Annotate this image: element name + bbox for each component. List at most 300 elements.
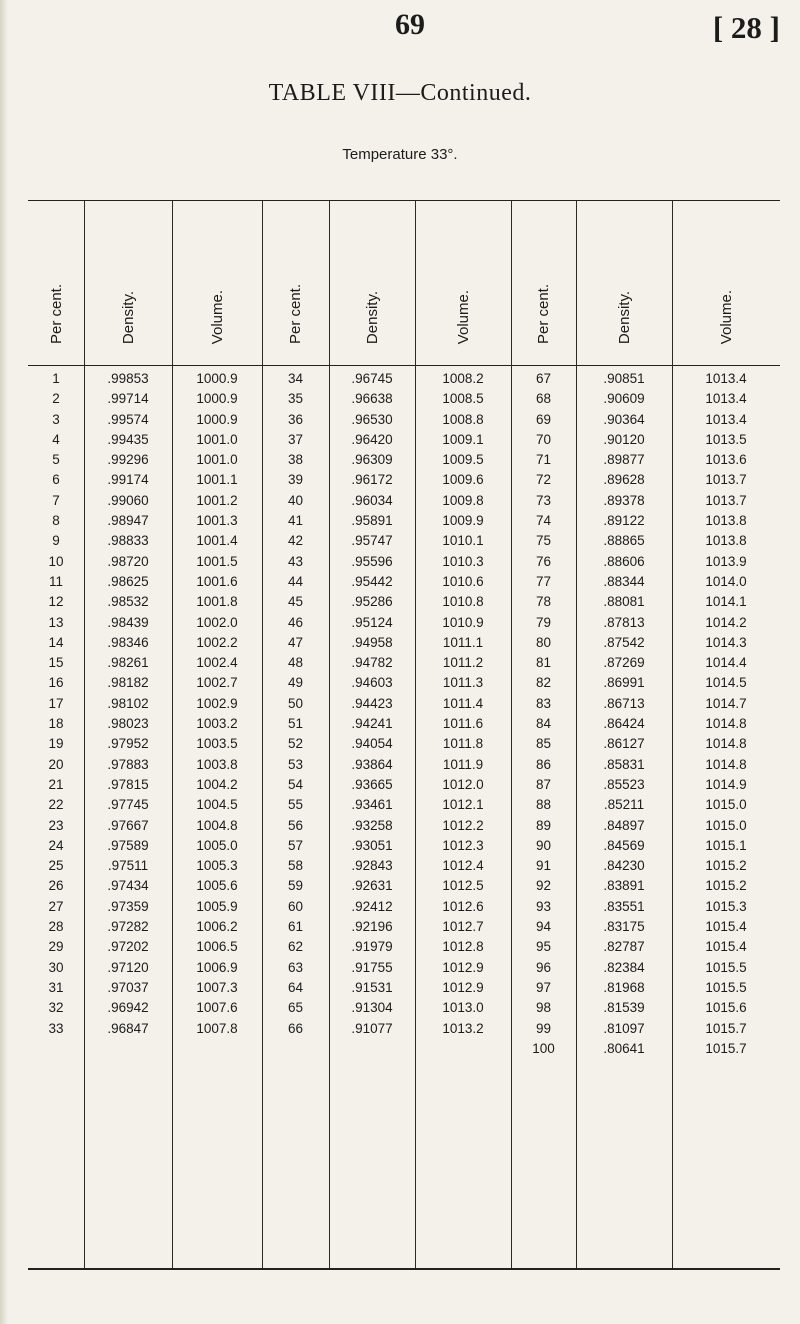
table-cell: .97667: [107, 817, 149, 833]
table-cell: 93: [535, 898, 552, 914]
table-cell: .92631: [351, 878, 393, 894]
table-cell: .99714: [107, 391, 149, 407]
header-cell: [28, 202, 84, 362]
table-cell: 1014.9: [705, 776, 747, 792]
table-cell: 1013.2: [442, 1020, 484, 1036]
table-cell: .95891: [351, 513, 393, 529]
header-cell: [84, 202, 172, 362]
header-label: Volume.: [717, 289, 735, 344]
table-cell: 72: [535, 472, 552, 488]
header-label: Volume.: [454, 289, 472, 344]
table-cell: 1008.2: [442, 371, 484, 386]
table-row: [28, 836, 780, 856]
table-cell: 1013.4: [705, 391, 747, 407]
table-cell: [172, 1039, 262, 1059]
table-cell: 34: [287, 371, 304, 386]
table-cell: .92412: [351, 898, 393, 914]
table-cell: 1012.6: [442, 898, 484, 914]
table-cell: 5: [52, 452, 60, 468]
table-cell: 1012.4: [442, 858, 484, 874]
table-row: [28, 673, 780, 693]
table-cell: 1012.5: [442, 878, 484, 894]
table-cell: 1001.5: [196, 553, 238, 569]
plate-number: [ 28 ]: [712, 10, 780, 45]
table-cell: .98720: [107, 553, 149, 569]
table-cell: 1012.1: [442, 797, 484, 813]
table-cell: 45: [287, 594, 304, 610]
table-row: [28, 653, 780, 673]
table-cell: .89628: [603, 472, 645, 488]
table-cell: 88: [535, 797, 552, 813]
table-cell: 7: [52, 492, 60, 508]
table-cell: 24: [48, 837, 64, 853]
table-cell: 51: [287, 716, 304, 732]
table-cell: .87269: [603, 655, 645, 671]
table-cell: .93864: [351, 756, 393, 772]
page-number: 69: [395, 8, 425, 41]
table-row: [28, 958, 780, 978]
table-row: [28, 613, 780, 633]
table-cell: .87813: [603, 614, 645, 630]
table-cell: .96420: [351, 431, 393, 447]
table-cell: .97511: [107, 858, 149, 874]
table-cell: .97037: [107, 979, 149, 995]
table-cell: .96847: [107, 1020, 149, 1036]
table-row: [28, 430, 780, 450]
table-cell: 38: [287, 452, 304, 468]
table-cell: 1004.8: [196, 817, 238, 833]
table-cell: .91755: [351, 959, 393, 975]
table-cell: 71: [535, 452, 552, 468]
table-cell: 1005.0: [196, 837, 238, 853]
table-row: [28, 897, 780, 917]
table-cell: 1012.3: [442, 837, 484, 853]
table-cell: 1000.9: [196, 391, 238, 407]
table-row: [28, 714, 780, 734]
table-cell: 48: [287, 655, 304, 671]
table-cell: 82: [535, 675, 552, 691]
table-cell: .88865: [603, 533, 645, 549]
table-cell: 64: [287, 979, 304, 995]
table-row: [28, 450, 780, 470]
header-cell: [511, 202, 576, 362]
table-cell: .97434: [107, 878, 149, 894]
table-cell: .87542: [603, 634, 645, 650]
table-cell: .89122: [603, 513, 645, 529]
table-cell: 1013.4: [705, 411, 747, 427]
table-cell: .99296: [107, 452, 149, 468]
table-title: TABLE VIII—Continued.: [268, 80, 532, 106]
table-cell: 1015.4: [705, 919, 747, 935]
table-cell: 1: [52, 371, 60, 386]
table-cell: 81: [535, 655, 552, 671]
table-cell: .92196: [351, 919, 393, 935]
table-cell: .96530: [351, 411, 393, 427]
table-bottom-rule: [28, 1268, 780, 1270]
table-cell: 68: [535, 391, 552, 407]
table-row: [28, 572, 780, 592]
header-cell: [415, 202, 511, 362]
table-cell: .98182: [107, 675, 149, 691]
header-label: Per cent.: [287, 283, 304, 344]
table-cell: .84569: [603, 837, 645, 853]
table-cell: 16: [48, 675, 64, 691]
table-cell: 1013.0: [442, 1000, 484, 1016]
table-cell: .88081: [603, 594, 645, 610]
table-row: [28, 937, 780, 957]
table-cell: 94: [535, 919, 552, 935]
table-cell: 1015.0: [705, 817, 747, 833]
table-cell: 1015.0: [705, 797, 747, 813]
table-body: [28, 369, 780, 1059]
table-cell: .93461: [351, 797, 393, 813]
table-cell: .99060: [107, 492, 149, 508]
table-cell: 27: [48, 898, 64, 914]
table-cell: 1013.4: [705, 371, 747, 386]
table-cell: 80: [535, 634, 552, 650]
table-cell: .81539: [603, 1000, 645, 1016]
table-cell: .97282: [107, 919, 149, 935]
table-cell: 96: [535, 959, 552, 975]
table-cell: 1003.8: [196, 756, 238, 772]
table-cell: 1013.8: [705, 533, 747, 549]
table-cell: .90609: [603, 391, 645, 407]
table-cell: 1009.8: [442, 492, 484, 508]
table-cell: [262, 1039, 329, 1059]
table-row: [28, 978, 780, 998]
table-cell: .92843: [351, 858, 393, 874]
header-label: Per cent.: [47, 283, 65, 344]
table-cell: .98532: [107, 594, 149, 610]
table-cell: 70: [535, 431, 552, 447]
table-cell: 1009.9: [442, 513, 484, 529]
table-cell: 86: [535, 756, 552, 772]
table-cell: 23: [48, 817, 64, 833]
table-cell: .99574: [107, 411, 149, 427]
table-cell: .97120: [107, 959, 149, 975]
table-cell: 32: [48, 1000, 64, 1016]
table-cell: 28: [48, 919, 64, 935]
table-cell: 1001.6: [196, 573, 238, 589]
table-cell: 1002.4: [196, 655, 238, 671]
table-cell: 1011.9: [442, 756, 484, 772]
table-cell: 1014.3: [705, 634, 747, 650]
header-cell: [172, 202, 262, 362]
table-cell: 1001.0: [196, 452, 238, 468]
table-row: [28, 1039, 780, 1059]
table-cell: 54: [287, 776, 304, 792]
table-cell: 1005.6: [196, 878, 238, 894]
table-cell: 1015.6: [705, 1000, 747, 1016]
table-cell: .97952: [107, 736, 149, 752]
table-cell: .83891: [603, 878, 645, 894]
table-cell: 65: [287, 1000, 304, 1016]
table-cell: 76: [535, 553, 552, 569]
table-cell: .99435: [107, 431, 149, 447]
table-cell: 26: [48, 878, 64, 894]
table-cell: 11: [48, 573, 63, 589]
table-row: [28, 491, 780, 511]
table-cell: 61: [287, 919, 304, 935]
table-cell: 1014.7: [705, 695, 747, 711]
table-cell: .98102: [107, 695, 149, 711]
table-cell: .90120: [603, 431, 645, 447]
header-cell: [672, 202, 780, 362]
table-cell: 90: [535, 837, 552, 853]
table-cell: 22: [48, 797, 64, 813]
table-cell: 1002.7: [196, 675, 238, 691]
table-row: [28, 856, 780, 876]
table-cell: 42: [287, 533, 304, 549]
table-cell: 1012.7: [442, 919, 484, 935]
table-cell: .83175: [603, 919, 645, 935]
table-cell: .89877: [603, 452, 645, 468]
table-cell: 98: [535, 1000, 552, 1016]
table-cell: 15: [48, 655, 64, 671]
table-row: [28, 694, 780, 714]
table-cell: 20: [48, 756, 64, 772]
table-cell: .80641: [603, 1040, 645, 1056]
table-cell: .97815: [107, 776, 149, 792]
table-cell: 1011.1: [442, 634, 484, 650]
table-cell: 1009.6: [442, 472, 484, 488]
table-cell: 62: [287, 939, 304, 955]
table-cell: 1015.5: [705, 979, 747, 995]
table-cell: 1011.3: [442, 675, 484, 691]
table-cell: 1014.4: [705, 655, 747, 671]
table-cell: .94603: [351, 675, 393, 691]
table-cell: 25: [48, 858, 64, 874]
table-cell: .94423: [351, 695, 393, 711]
table-cell: .85831: [603, 756, 645, 772]
table-cell: 1010.9: [442, 614, 484, 630]
table-cell: 60: [287, 898, 304, 914]
table-cell: .95442: [351, 573, 393, 589]
table-cell: 83: [535, 695, 552, 711]
table-cell: 1002.2: [196, 634, 238, 650]
table-cell: 58: [287, 858, 304, 874]
table-cell: 69: [535, 411, 552, 427]
table-cell: 1013.9: [705, 553, 747, 569]
table-cell: .82384: [603, 959, 645, 975]
table-cell: 8: [52, 513, 60, 529]
table-cell: .98439: [107, 614, 149, 630]
table-cell: 1008.5: [442, 391, 484, 407]
table-cell: 1000.9: [196, 411, 238, 427]
table-cell: 1012.9: [442, 959, 484, 975]
table-cell: .93258: [351, 817, 393, 833]
table-cell: 1009.5: [442, 452, 484, 468]
table-cell: 1015.4: [705, 939, 747, 955]
table-cell: .97202: [107, 939, 149, 955]
table-cell: 1015.2: [705, 858, 747, 874]
table-cell: 1014.8: [705, 736, 747, 752]
table-cell: .94958: [351, 634, 393, 650]
header-cell: [329, 202, 415, 362]
table-cell: 49: [287, 675, 304, 691]
table-top-rule: [28, 200, 780, 201]
table-cell: 1012.9: [442, 979, 484, 995]
table-cell: 67: [535, 371, 552, 386]
table-cell: .95124: [351, 614, 393, 630]
table-cell: 77: [535, 573, 552, 589]
table-cell: 79: [535, 614, 552, 630]
table-cell: 1010.3: [442, 553, 484, 569]
table-cell: 21: [48, 776, 64, 792]
table-cell: 1010.1: [442, 533, 484, 549]
table-row: [28, 876, 780, 896]
table-cell: 92: [535, 878, 552, 894]
table-cell: 95: [535, 939, 552, 955]
table-cell: 1007.8: [196, 1020, 238, 1036]
header-cell: [576, 202, 672, 362]
table-cell: .99174: [107, 472, 149, 488]
table-cell: 52: [287, 736, 304, 752]
table-cell: .96172: [351, 472, 393, 488]
table-cell: .93665: [351, 776, 393, 792]
table-cell: 1005.9: [196, 898, 238, 914]
table-cell: 33: [48, 1020, 64, 1036]
page-edge-shadow: [0, 0, 8, 1324]
table-cell: 36: [287, 411, 304, 427]
table-cell: 100: [532, 1040, 555, 1056]
table-cell: .93051: [351, 837, 393, 853]
table-cell: 1003.2: [196, 716, 238, 732]
table-cell: 44: [287, 573, 304, 589]
table-cell: .83551: [603, 898, 645, 914]
table-row: [28, 775, 780, 795]
table-cell: .97745: [107, 797, 149, 813]
table-cell: .82787: [603, 939, 645, 955]
table-row: [28, 816, 780, 836]
table-cell: 1001.1: [196, 472, 238, 488]
table-cell: .86713: [603, 695, 645, 711]
table-row: [28, 410, 780, 430]
table-cell: 75: [535, 533, 552, 549]
table-cell: 2: [52, 391, 60, 407]
table-cell: .84230: [603, 858, 645, 874]
table-cell: .94054: [351, 736, 393, 752]
table-cell: 1014.2: [705, 614, 747, 630]
table-cell: 1008.8: [442, 411, 484, 427]
table-cell: [415, 1039, 511, 1059]
table-cell: .94241: [351, 716, 393, 732]
table-cell: 1010.8: [442, 594, 484, 610]
table-cell: 1001.4: [196, 533, 238, 549]
table-cell: .97359: [107, 898, 149, 914]
table-cell: 39: [287, 472, 304, 488]
table-cell: 47: [287, 634, 304, 650]
table-cell: 73: [535, 492, 552, 508]
table-cell: 1002.0: [196, 614, 238, 630]
table-cell: 1015.1: [705, 837, 747, 853]
table-cell: 56: [287, 817, 304, 833]
table-cell: 63: [287, 959, 304, 975]
table-cell: 1015.7: [705, 1040, 747, 1056]
table-cell: .86424: [603, 716, 645, 732]
table-cell: 59: [287, 878, 304, 894]
table-cell: .95747: [351, 533, 393, 549]
table-cell: 50: [287, 695, 304, 711]
table-cell: 1007.6: [196, 1000, 238, 1016]
table-header-rule: [28, 365, 780, 366]
table-cell: 31: [48, 979, 64, 995]
table-cell: 12: [48, 594, 64, 610]
header-label: Density.: [363, 290, 381, 344]
table-cell: 87: [535, 776, 552, 792]
table-cell: 4: [52, 431, 60, 447]
table-cell: 3: [52, 411, 60, 427]
table-cell: 1001.3: [196, 513, 238, 529]
table-cell: 1012.2: [442, 817, 484, 833]
table-cell: 30: [48, 959, 64, 975]
table-cell: 85: [535, 736, 552, 752]
table-cell: 91: [535, 858, 552, 874]
table-cell: .85211: [603, 797, 645, 813]
table-cell: 1014.8: [705, 756, 747, 772]
table-cell: .81097: [603, 1020, 645, 1036]
table-cell: 99: [535, 1020, 552, 1036]
table-cell: 84: [535, 716, 552, 732]
table-cell: 1000.9: [196, 371, 238, 386]
table-cell: 1015.7: [705, 1020, 747, 1036]
table-cell: .96309: [351, 452, 393, 468]
table-cell: .98947: [107, 513, 149, 529]
header-label: Volume.: [208, 289, 226, 344]
table-row: [28, 1019, 780, 1039]
table-cell: .91979: [351, 939, 393, 955]
table-cell: 6: [52, 472, 60, 488]
table-cell: .91531: [351, 979, 393, 995]
table-cell: .96942: [107, 1000, 149, 1016]
header-label: Density.: [119, 290, 137, 344]
table-cell: .95596: [351, 553, 393, 569]
table-cell: .99853: [107, 371, 149, 386]
table-cell: .90364: [603, 411, 645, 427]
table-cell: .98625: [107, 573, 149, 589]
table-cell: .98346: [107, 634, 149, 650]
table-cell: 1003.5: [196, 736, 238, 752]
table-cell: 1014.1: [705, 594, 747, 610]
header-label: Density.: [615, 290, 633, 344]
table-cell: 1001.0: [196, 431, 238, 447]
table-cell: 1011.4: [442, 695, 484, 711]
table-row: [28, 998, 780, 1018]
table-cell: .96745: [351, 371, 393, 386]
table-cell: .84897: [603, 817, 645, 833]
table-cell: .98023: [107, 716, 149, 732]
table-cell: .89378: [603, 492, 645, 508]
table-cell: 1001.8: [196, 594, 238, 610]
table-cell: 1005.3: [196, 858, 238, 874]
table-cell: .98261: [107, 655, 149, 671]
table-subtitle: Temperature 33°.: [342, 146, 458, 163]
table-cell: 66: [287, 1020, 304, 1036]
table-cell: 57: [287, 837, 304, 853]
table-cell: 1015.5: [705, 959, 747, 975]
table-cell: .95286: [351, 594, 393, 610]
table-cell: [84, 1039, 172, 1059]
table-cell: 53: [287, 756, 304, 772]
table-cell: .91077: [351, 1020, 393, 1036]
table-cell: .90851: [603, 371, 645, 386]
table-cell: 40: [287, 492, 304, 508]
table-cell: .81968: [603, 979, 645, 995]
table-cell: 1014.0: [705, 573, 747, 589]
table-cell: 1002.9: [196, 695, 238, 711]
table-cell: .86991: [603, 675, 645, 691]
table-row: [28, 389, 780, 409]
